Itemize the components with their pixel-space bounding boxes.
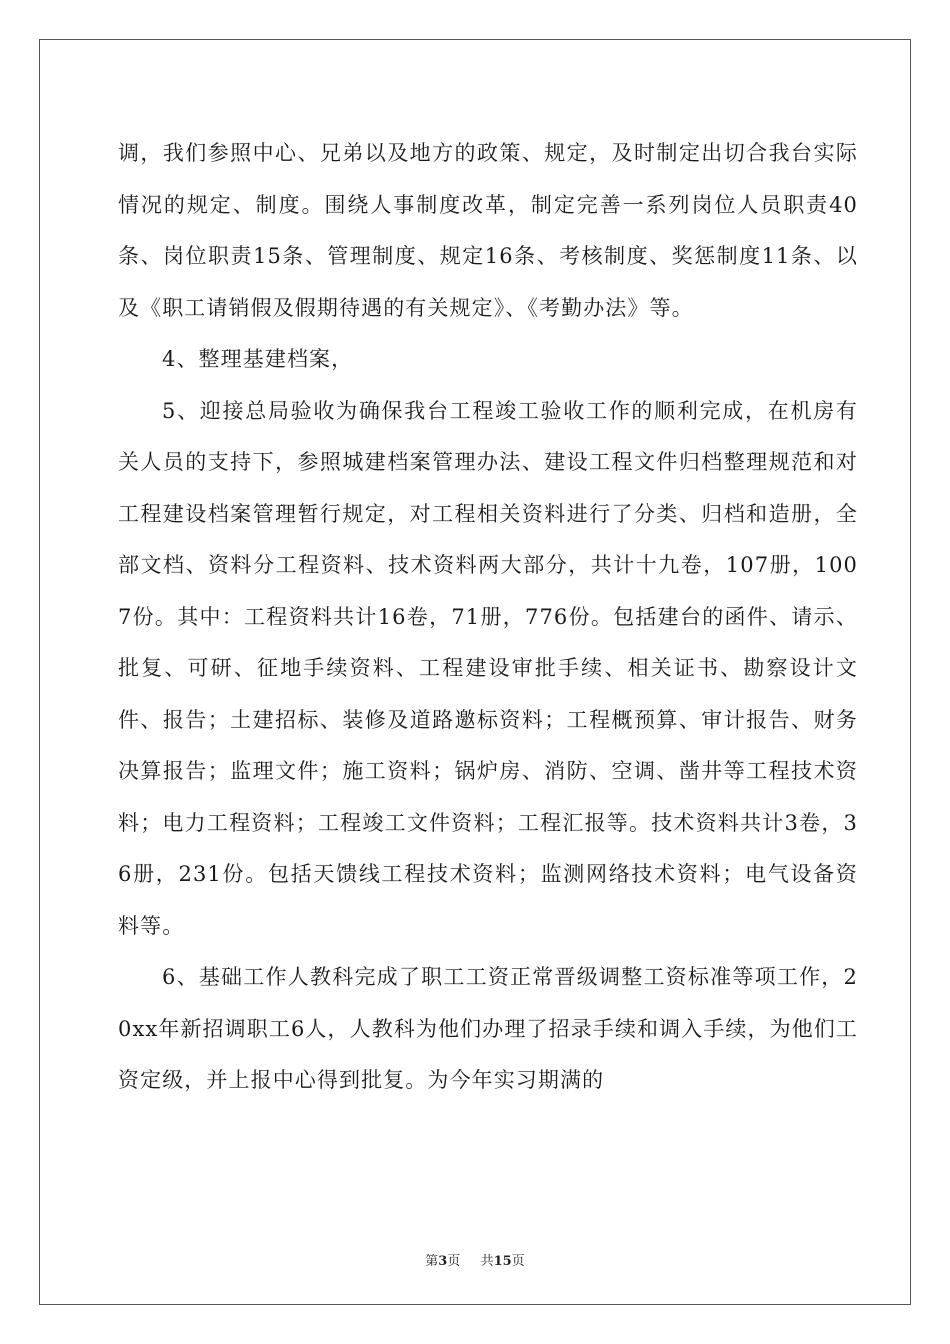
document-body [118,128,858,1107]
page-footer [0,1250,950,1269]
paragraph-1: 调，我们参照中心、兄弟以及地方的政策、规定，及时制定出切合我台实际情况的规定、制度。围绕人事制度改革，制定完善一系列岗位人员职责40条、岗位职责15条、管理制度、规定16条、考核制度、奖惩制度11条、以及《职工请销假及假期待遇的有关规定》、《考勤办法》等。 [118,141,858,320]
total-suffix: 页 [511,1254,525,1269]
page-prefix: 第 [425,1254,439,1269]
total-prefix: 共 [480,1254,494,1269]
paragraph-4: 6、基础工作人教科完成了职工工资正常晋级调整工资标准等项工作，20xx年新招调职工6人，人教科为他们办理了招录手续和调入手续，为他们工资定级，并上报中心得到批复。为今年实习期满的 [118,965,858,1092]
page-number: 3 [438,1254,448,1269]
page-suffix: 页 [447,1254,461,1269]
paragraph-2: 4、整理基建档案， [162,347,354,371]
paragraph-3: 5、迎接总局验收为确保我台工程竣工验收工作的顺利完成，在机房有关人员的支持下，参照城建档案管理办法、建设工程文件归档整理规范和对工程建设档案管理暂行规定，对工程相关资料进行了分类、归档和造册，全部文档、资料分工程资料、技术资料两大部分，共计十九卷，107册，1007份。其中：工程资料共计16卷，71册，776份。包括建台的函件、请示、批复、可研、征地手续资料、工程建设审批手续、相关证书、勘察设计文件、报告；土建招标、装修及道路邀标资料；工程概预算、审计报告、财务决算报告；监理文件；施工资料；锅炉房、消防、空调、凿井等工程技术资料；电力工程资料；工程竣工文件资料；工程汇报等。技术资料共计3卷，36册，231份。包括天馈线工程技术资料；监测网络技术资料；电气设备资料等。 [118,398,858,938]
total-pages: 15 [493,1254,512,1269]
